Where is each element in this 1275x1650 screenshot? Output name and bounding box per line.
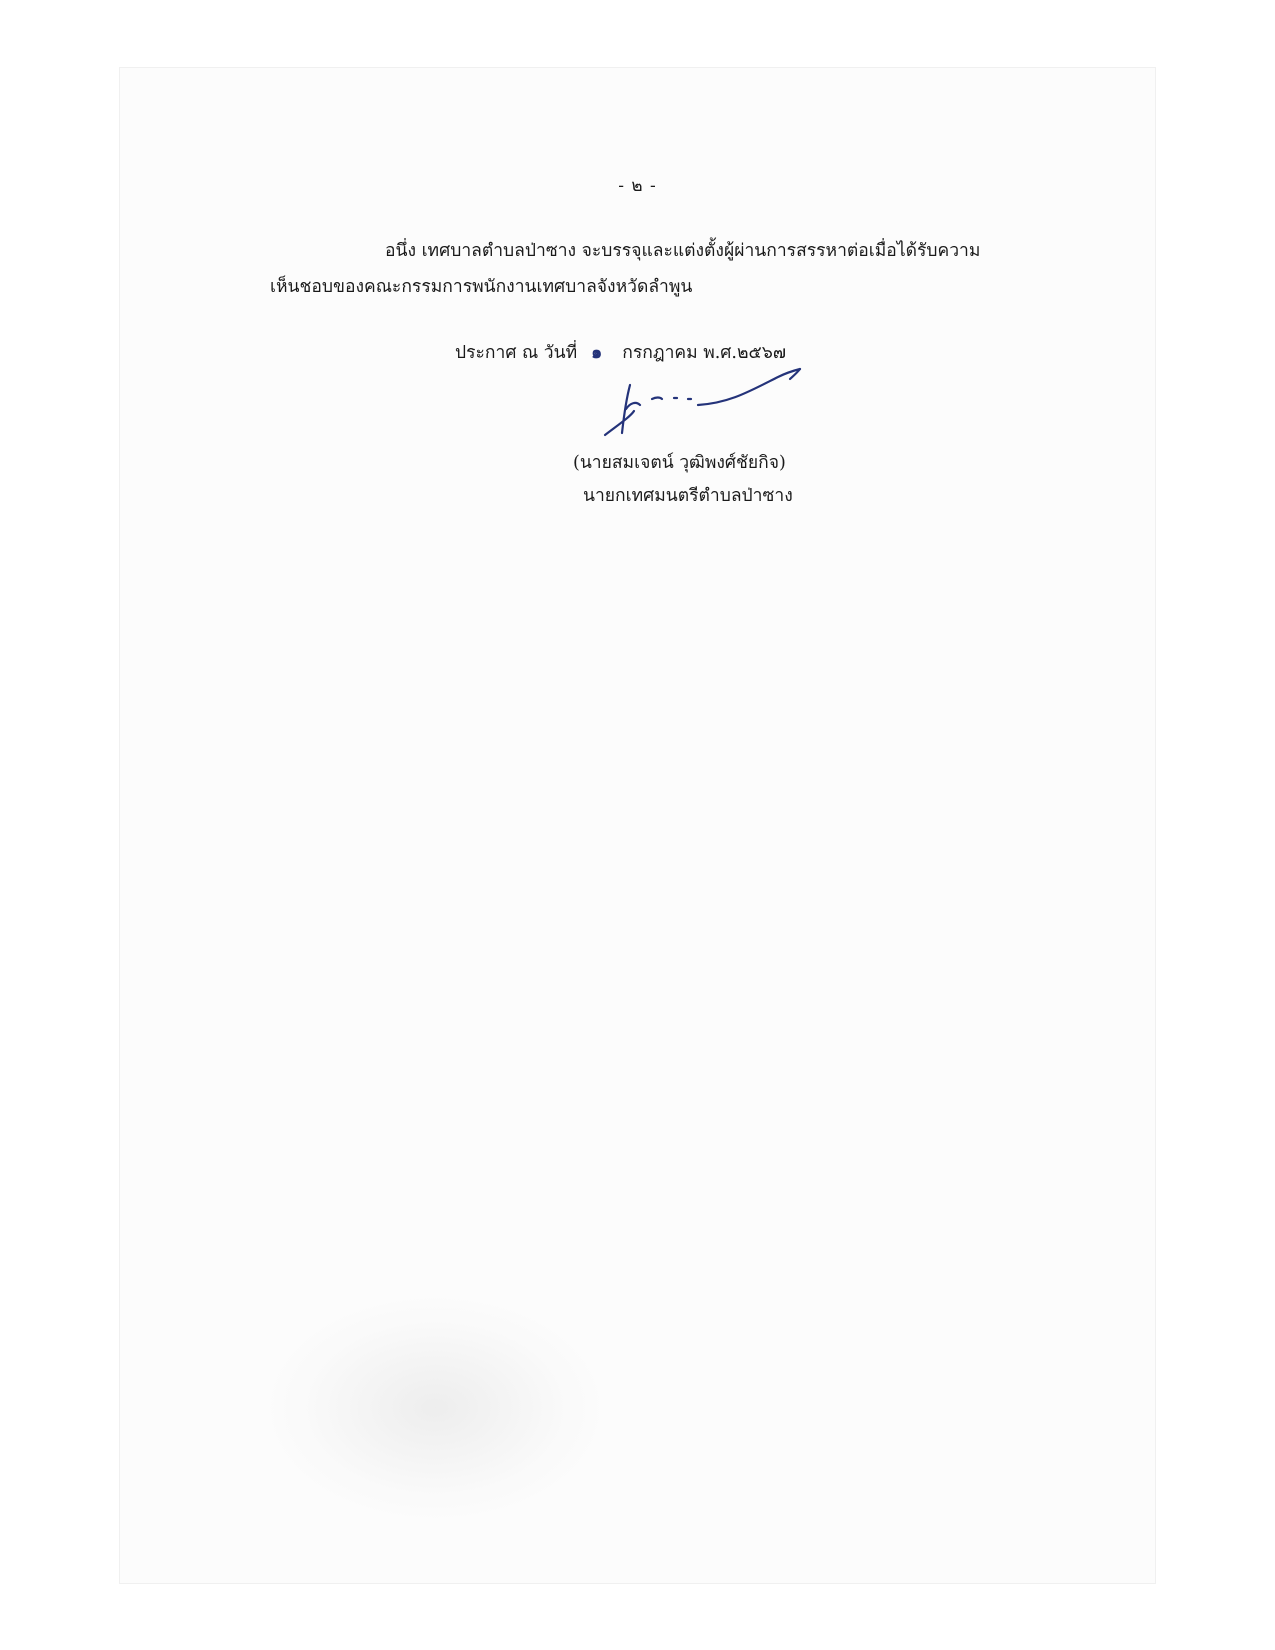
signer-name: (นายสมเจตน์ วุฒิพงศ์ชัยกิจ) (573, 453, 786, 473)
paper-shadow (270, 1298, 600, 1518)
announcement-day: ๑ (591, 343, 603, 363)
page-number: - ๒ - (618, 176, 657, 196)
handwritten-signature (600, 365, 850, 455)
paragraph-line-2: เห็นชอบของคณะกรรมการพนักงานเทศบาลจังหวัดลำพูน (270, 277, 693, 297)
announcement-prefix: ประกาศ ณ วันที่ (455, 343, 578, 363)
paragraph-line-1: อนึ่ง เทศบาลตำบลป่าซาง จะบรรจุและแต่งตั้งผู้ผ่านการสรรหาต่อเมื่อได้รับความ (385, 241, 981, 261)
announcement-month-year: กรกฎาคม พ.ศ.๒๕๖๗ (622, 343, 787, 363)
announcement-date (455, 338, 786, 366)
signer-title: นายกเทศมนตรีตำบลป่าซาง (583, 486, 793, 506)
